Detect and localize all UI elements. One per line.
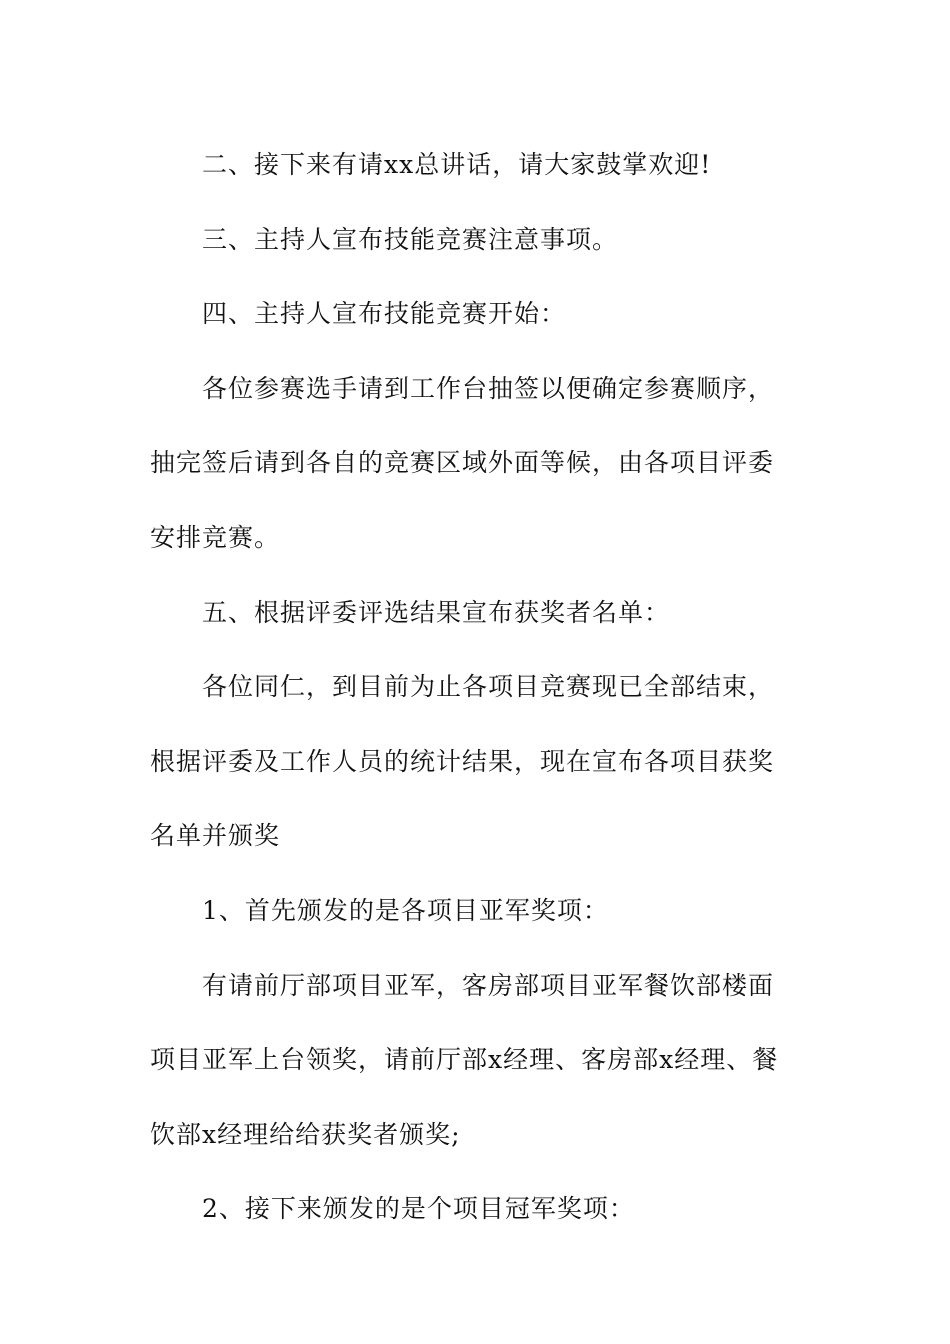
paragraph-champion-heading: 2、接下来颁发的是个项目冠军奖项： — [202, 1194, 635, 1224]
paragraph-runner-up-heading: 1、首先颁发的是各项目亚军奖项： — [202, 895, 609, 925]
document-body — [150, 128, 798, 1247]
paragraph-draw-lots: 各位参赛选手请到工作台抽签以便确定参赛顺序，抽完签后请到各自的竞赛区域外面等候，由各项目评委安排竞赛。 — [150, 373, 775, 552]
paragraph-3-notes: 三、主持人宣布技能竞赛注意事项。 — [202, 224, 619, 254]
paragraph-runner-up-award: 有请前厅部项目亚军，客房部项目亚军餐饮部楼面项目亚军上台领奖，请前厅部x经理、客房部x经理、餐饮部x经理给给获奖者颁奖; — [150, 970, 779, 1149]
paragraph-4-start: 四、主持人宣布技能竞赛开始： — [202, 299, 567, 329]
paragraph-announcement: 各位同仁，到目前为止各项目竞赛现已全部结束，根据评委及工作人员的统计结果，现在宣布各项目获奖名单并颁奖 — [150, 672, 775, 851]
paragraph-2-speech: 二、接下来有请xx总讲话，请大家鼓掌欢迎! — [202, 150, 712, 179]
paragraph-5-winners: 五、根据评委评选结果宣布获奖者名单： — [202, 597, 671, 627]
